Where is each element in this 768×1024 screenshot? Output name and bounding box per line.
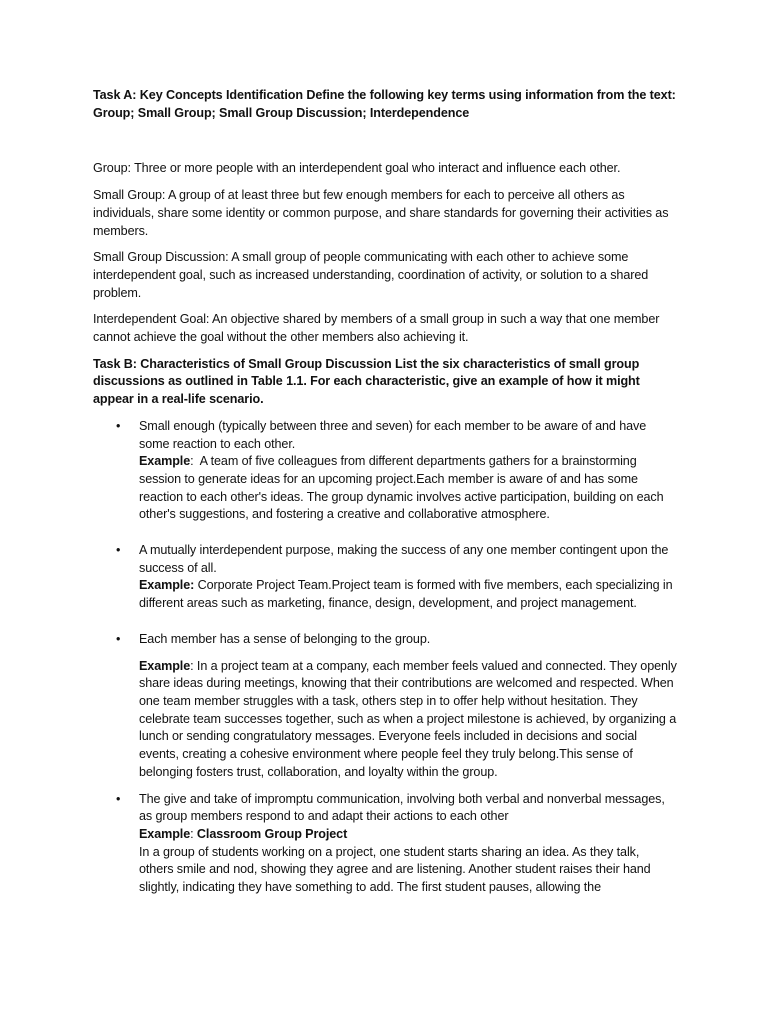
example-title: Classroom Group Project [196,826,348,841]
task-b-heading: Task B: Characteristics of Small Group Discussion List the six characteristics of small group discussions as outlined in Table 1.1. For each characteristic, give an example of how it might appear in a real-life scenario. [93,356,640,407]
characteristic-description: A mutually interdependent purpose, making the success of any one member contingent upon the success of all. [139,543,669,575]
example-text: A team of five colleagues from different departments gathers for a brainstorming session to generate ideas for an upcoming project.Each member is aware of and has some reaction to each other's ideas. The group dynamic involves active participation, building on each other's suggestions, and fostering a creative and collaborative atmosphere. [139,454,664,522]
characteristics-list [93,418,677,897]
characteristic-example [139,453,677,524]
characteristic-description: Small enough (typically between three and seven) for each member to be aware of and have some reaction to each other. [139,418,647,451]
bullet-icon: • [116,418,121,433]
example-text: Corporate Project Team.Project team is formed with five members, each specializing in different areas such as marketing, finance, design, development, and project management. [139,578,673,611]
example-text: In a group of students working on a project, one student starts sharing an idea. As they talk, others smile and nod, showing they agree and are listening. Another student raises their hand slightly, indicating they have something to add. The first student pauses, allowing the [139,844,651,895]
example-label: Example [139,826,191,841]
task-a-heading: Task A: Key Concepts Identification Define the following key terms using information from the text: Group; Small Group; Small Group Discussion; Interdependence [93,88,676,120]
list-item [93,542,677,613]
example-separator: : [190,658,197,673]
characteristic-example-heading [139,826,677,844]
characteristic-description: Each member has a sense of belonging to the group. [139,631,431,646]
example-separator: : [190,454,200,469]
example-text: In a project team at a company, each member feels valued and connected. They openly share ideas during meetings, knowing that their contributions are welcomed and respected. When one team member struggles with a task, others step in to offer help without hesitation. They celebrate team successes together, such as when a project milestone is achieved, by organizing a lunch or sending congratulatory messages. Everyone feels included in decisions and social events, creating a cohesive environment where people feel they truly belong.This sense of belonging fosters trust, collaboration, and loyalty within the group. [139,658,677,779]
definition-small-group: Small Group: A group of at least three but few enough members for each to perceive all others as individuals, share some identity or common purpose, and share standards for governing their activities as members. [93,188,669,238]
characteristic-example [139,577,677,612]
example-label: Example [139,454,191,469]
bullet-icon: • [116,543,121,558]
list-item [93,791,677,897]
list-item [93,418,677,524]
definition-group: Group: Three or more people with an interdependent goal who interact and influence each other. [93,161,621,176]
definition-small-group-discussion: Small Group Discussion: A small group of people communicating with each other to achieve some interdependent goal, such as increased understanding, coordination of activity, or solution to a shared problem. [93,250,649,300]
definition-interdependent-goal: Interdependent Goal: An objective shared by members of a small group in such a way that one member cannot achieve the goal without the other members also achieving it. [93,312,660,345]
characteristic-example [139,658,677,782]
bullet-icon: • [116,631,121,646]
example-label: Example: [139,578,195,593]
example-separator: : [190,826,197,841]
characteristic-description: The give and take of impromptu communication, involving both verbal and nonverbal messages, as group members respond to and adapt their actions to each other [139,791,665,824]
bullet-icon: • [116,791,121,806]
document-body [93,87,677,897]
example-label: Example [139,658,191,673]
list-item [93,631,677,782]
